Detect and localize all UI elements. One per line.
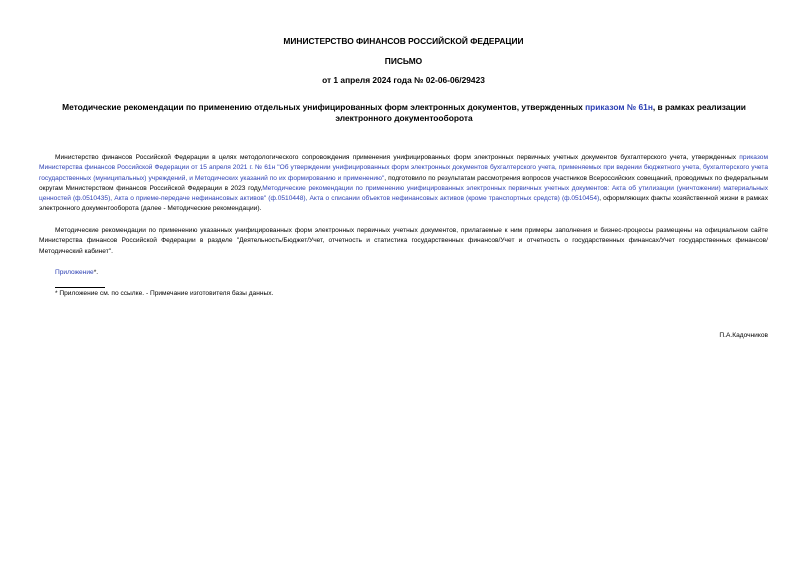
body-paragraph-1 bbox=[39, 153, 768, 215]
date-number-heading: от 1 апреля 2024 года № 02-06-06/29423 bbox=[322, 75, 485, 85]
appendix-mark: *. bbox=[93, 269, 99, 276]
recommendations-link[interactable]: Методические рекомендации по применению унифицированных электронных первичных учетных документов: Акта об утилизации (уничтожении) материальных ценностей (ф.0510435), Акта о приеме-передаче нефинансовых активов" (ф.0510448), Акта о списании объектов нефинансовых активов (кроме транспортных средств) (ф.0510454) bbox=[39, 184, 768, 203]
body-paragraph-2: Методические рекомендации по применению указанных унифицированных форм электронных первичных учетных документов, прилагаемые к ним примеры заполнения и бизнес-процессы размещены на официальном сайте Министерства финансов Российской Федерации в разделе "Деятельность/Бюджет/Учет, отчетность и статистика государственных финансов/Учет и отчетность о государственных финансах/Учет государственных финансов/Методический кабинет". bbox=[39, 227, 768, 255]
order-link[interactable]: приказом Министерства финансов Российской Федерации от 15 апреля 2021 г. № 61н "Об утверждении унифицированных форм электронных документов бухгалтерского учета, применяемых при ведении бюджетного учета, бухгалтерского учета государственных (муниципальных) учреждений, и Методических указаний по их формированию и применению" bbox=[39, 154, 768, 182]
footnote: * Приложение см. по ссылке. - Примечание изготовителя базы данных. bbox=[55, 290, 274, 297]
document-title bbox=[36, 102, 772, 124]
appendix-link[interactable]: Приложение bbox=[55, 269, 94, 276]
title-text-start: Методические рекомендации по применению отдельных унифицированных форм электронных документов, утвержденных bbox=[62, 102, 586, 112]
footnote-divider bbox=[55, 287, 105, 288]
title-text-end: , в рамках реализации электронного документооборота bbox=[335, 102, 746, 123]
appendix-line bbox=[55, 268, 98, 278]
paragraph1-text-2: , подготовило по результатам рассмотрения вопросов участников Всероссийских совещаний, проводимых по федеральным округам Министерством финансов Российской Федерации в 2023 году, bbox=[39, 174, 768, 192]
paragraph1-text-1: Министерство финансов Российской Федерации в целях методологического сопровождения применения унифицированных форм электронных первичных учетных документов бухгалтерского учета, утвержденных bbox=[55, 154, 740, 161]
ministry-heading: МИНИСТЕРСТВО ФИНАНСОВ РОССИЙСКОЙ ФЕДЕРАЦИИ bbox=[283, 36, 524, 46]
signature: П.А.Кадочников bbox=[719, 332, 768, 339]
paragraph1-text-3: , оформляющих факты хозяйственной жизни в рамках электронного документооборота (далее - Методические рекомендации). bbox=[39, 195, 768, 213]
doc-type-heading: ПИСЬМО bbox=[384, 56, 423, 66]
order-61n-link[interactable]: приказом № 61н bbox=[585, 102, 653, 112]
